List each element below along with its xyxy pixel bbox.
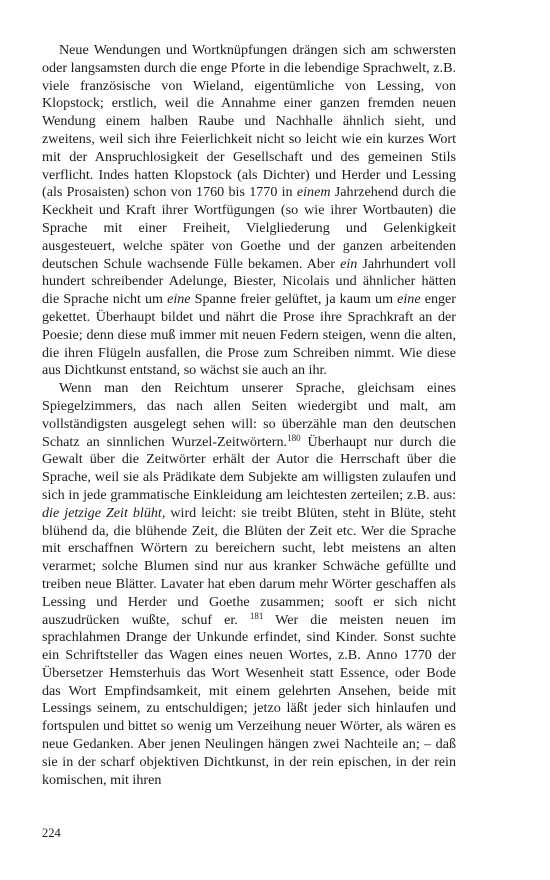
text-run: Überhaupt nur durch die Gewalt über die Zeitwörter erhält der Autor die Herrschaft über die Sprache, weil sie als Prädikate dem Subjekte am willigsten zulaufen und sich in jede grammatische Einkleidung am leichtesten zerteilen; z.B. aus: [42, 433, 456, 503]
paragraph [42, 42, 456, 380]
text-run: Spanne freier gelüftet, ja kaum um [190, 291, 398, 308]
text-run: wird leicht: sie treibt Blüten, steht in Blüte, steht blühend da, die blühende Zeit, die Blüten der Zeit etc. Wer die Sprache mit erschaffnen Wörtern zu bereichern sucht, lebt meistens an alten verarmet; solche Blumen sind nur aus kranker Schwäche gefüllte und treiben neue Blätter. Lavater hat eben darum mehr Wörter geschaffen als Lessing und Herder und Goethe zusammen; sooft er sich nicht auszudrücken wußte, schuf er. [42, 504, 457, 628]
footnote-ref: 181 [249, 610, 264, 621]
italic-text: ein [340, 255, 358, 272]
text-run: Wer die meisten neuen im sprachlahmen Drange der Unkunde erfindet, sind Kinder. Sonst suchte ein Schriftsteller das Wagen eines neuen Wortes, z.B. Anno 1770 der Übersetzer Hemsterhuis das Wort Wesenheit statt Essence, oder Bode das Wort Empfindsamkeit, mit einem gelehrten Ansehen, beide mit Lessings seinem, zu entschuldigen; jetzo läßt jeder sich hinlaufen und fortspulen und bittet so wenig um Verzeihung neuer Wörter, als wären es neue Gedanken. Aber jenen Neulingen hängen zwei Nachteile an; – daß sie in der scharf objektiven Dichtkunst, in der rein epischen, in der rein komischen, mit ihren [42, 611, 456, 788]
paragraph [42, 380, 456, 789]
text-run: enger gekettet. Überhaupt bildet und nährt die Prose ihre Sprachkraft an der Poesie; denn diese muß immer mit neuen Federn steigen, wenn die alten, die ihren Flügeln ausfallen, die Prose zum Schreiben nimmt. Wie diese aus Dichtkunst entstand, so wächst sie auch an ihr. [42, 291, 456, 379]
italic-text: eine [397, 291, 421, 308]
footnote-ref: 180 [287, 432, 301, 443]
book-page-text [42, 42, 456, 789]
page-number: 224 [42, 826, 61, 840]
text-run: Neue Wendungen und Wortknüpfungen drängen sich am schwersten oder langsamsten durch die enge Pforte in die lebendige Sprachwelt, z.B. viele französische von Wieland, eigentümliche von Lessing, von Klopstock; erstlich, weil die Annahme einer ganzen fremden neuen Wendung einem halben Raube und Nachhalle ähnlich sieht, und zweitens, weil sich ihre Feierlichkeit nicht so leicht wie ein kurzes Wort mit der Anspruchlosigkeit der Gesellschaft und des gemeinen Stils verflicht. Indes hatten Klopstock (als Dichter) und Herder und Lessing (als Prosaisten) schon von 1760 bis 1770 in [42, 42, 456, 201]
text-run: Jahrzehend durch die Keckheit und Kraft ihrer Wortfügungen (so wie ihrer Wortbauten) die Sprache mit einer Freiheit, Vielgliederung und Gelenkigkeit ausgesteuert, welche später von Goethe und der ganzen arbeitenden deutschen Schule wachsende Fülle bekamen. Aber [42, 184, 457, 272]
text-run: Jahrhundert voll hundert schreibender Adelunge, Biester, Nicolais und ähnlicher hätten die Sprache nicht um [42, 255, 456, 308]
italic-text: eine [167, 291, 191, 308]
italic-text: die jetzige Zeit blüht, [42, 504, 166, 521]
italic-text: einem [296, 184, 331, 201]
text-run: Wenn man den Reichtum unserer Sprache, gleichsam eines Spiegelzimmers, das nach allen Seiten wiedergibt und malt, am vollständigsten ausgelegt sehen will: so überzähle man den deutschen Schatz an sinnlichen Wurzel-Zeitwörtern. [42, 380, 456, 450]
